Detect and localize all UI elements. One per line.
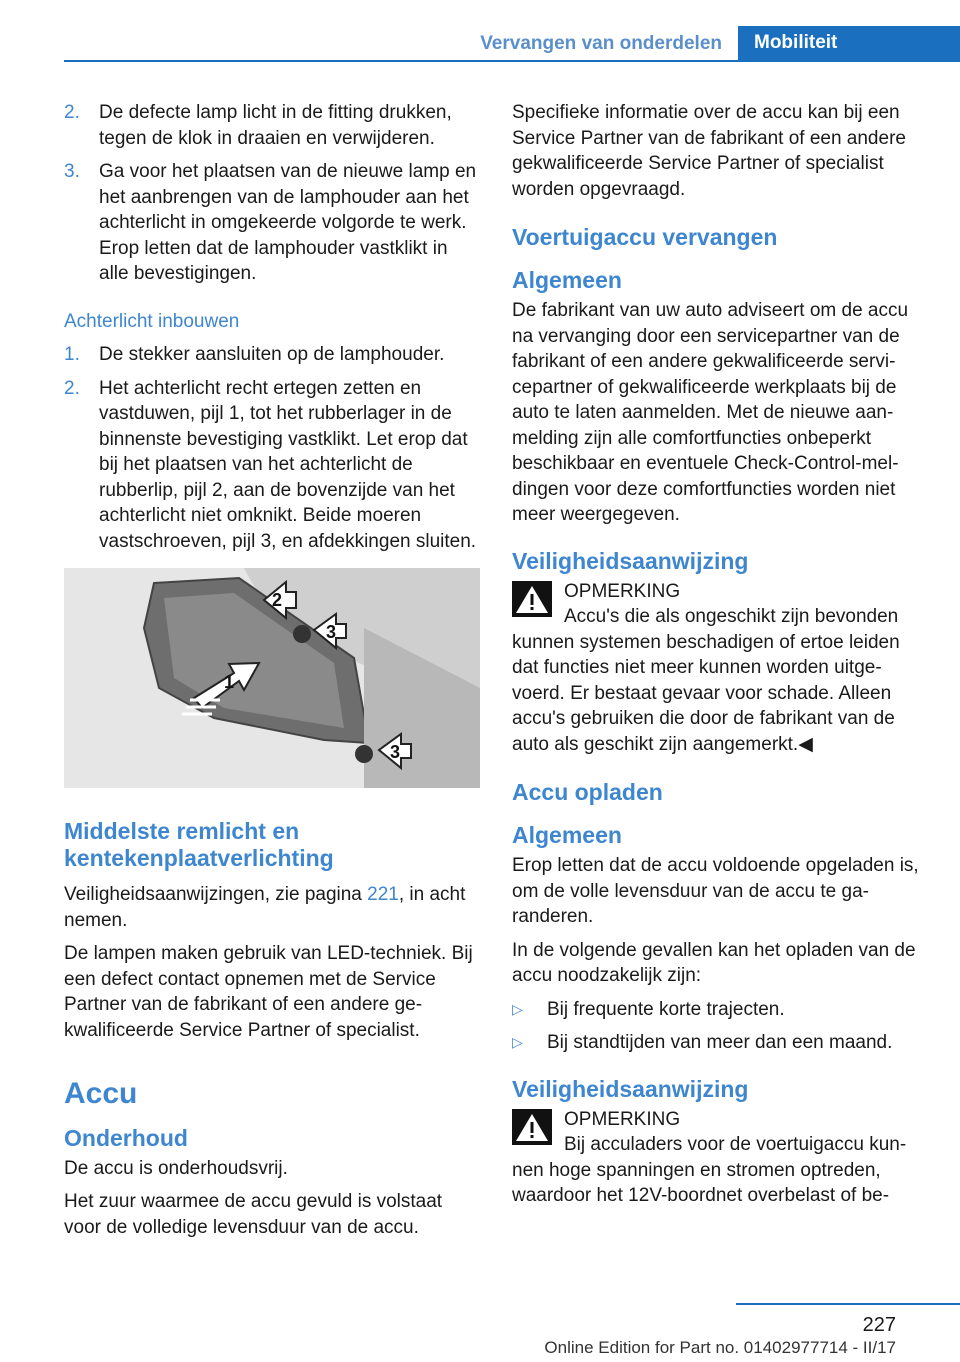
callout-label: 3 xyxy=(390,742,401,762)
warning-text-2: Bij acculaders voor de voertuigaccu kunnen hoge spanningen en stromen optreden, waardoor het 12V-boordnet overbelast of be- xyxy=(512,1134,907,1206)
warning-title-2: OPMERKING xyxy=(564,1108,681,1130)
safety-reference xyxy=(64,882,480,933)
heading-safety-2: Veiligheidsaanwijzing xyxy=(512,1075,749,1102)
list-item xyxy=(64,376,480,555)
heading-middle-brake-light: Middelste remlicht en kentekenplaatverlichting xyxy=(64,818,334,871)
warning-icon xyxy=(512,581,552,617)
step-number: 2. xyxy=(64,377,80,399)
heading-maintenance: Onderhoud xyxy=(64,1124,188,1151)
right-column xyxy=(512,100,928,1217)
heading-safety-1: Veiligheidsaanwijzing xyxy=(512,547,749,574)
bullet-marker-icon: ▷ xyxy=(512,1034,523,1050)
list-item xyxy=(512,997,928,1023)
footer-rule xyxy=(736,1303,960,1305)
header-chapter: Mobiliteit xyxy=(738,26,960,62)
callout-label: 2 xyxy=(272,590,283,610)
page-link[interactable]: 221 xyxy=(367,884,399,905)
bullet-text: Bij frequente korte trajecten. xyxy=(547,998,785,1020)
heading-general-1: Algemeen xyxy=(512,267,622,293)
warning-title-1: OPMERKING xyxy=(564,580,681,602)
tail-light-illustration xyxy=(64,568,480,788)
paragraph-led: De lampen maken gebruik van LED-techniek. Bij een defect contact opnemen met de Service Partner van de fabrikant of een andere gekwalificeerde Service Partner of specialist. xyxy=(64,943,473,1041)
left-column xyxy=(64,100,480,1248)
tail-light-figure xyxy=(64,568,480,788)
header-rule xyxy=(64,60,960,62)
step-text: Het achterlicht recht ertegen zetten en vastduwen, pijl 1, tot het rubberlager in de binnenste bevestiging vastklikt. Let erop dat bij het plaatsen van het achterlicht de rubberlip, pijl 2, aan de bovenzijde van het achterlicht niet omknikt. Beide moeren vastschroeven, pijl 3, en afdekkingen sluiten. xyxy=(99,377,477,552)
callout-label: 3 xyxy=(326,622,337,642)
warning-box-1 xyxy=(512,579,928,758)
paragraph-general-1: De fabrikant van uw auto adviseert om de accu na vervanging door een servicepartner van de fabrikant of een andere gekwalificeerde servicepartner of gekwalificeerde werkplaats bij de auto te laten aanmelden. Met de nieuwe aanmelding zijn alle comfortfuncties onbeperkt beschikbaar en eventuele Check-Control-meldingen voor deze comfortfuncties worden niet meer weergegeven. xyxy=(512,300,909,525)
step-text: De defecte lamp licht in de fitting drukken, tegen de klok in draaien en verwijderen. xyxy=(99,102,452,149)
steps-list-a xyxy=(64,100,480,287)
text: Veiligheidsaanwijzingen, zie pagina xyxy=(64,884,368,905)
callout-label: 1 xyxy=(224,672,235,692)
step-number: 3. xyxy=(64,161,80,182)
heading-replace-battery: Voertuigaccu vervangen xyxy=(512,224,778,250)
heading-general-2: Algemeen xyxy=(512,822,622,848)
bullet-list xyxy=(512,997,928,1056)
step-number: 2. xyxy=(64,102,80,123)
heading-charge-battery: Accu opladen xyxy=(512,779,663,805)
header-section: Vervangen van onderdelen xyxy=(480,33,722,54)
bullet-text: Bij standtijden van meer dan een maand. xyxy=(547,1032,893,1053)
footer-edition: Online Edition for Part no. 01402977714 - II/17 xyxy=(544,1338,896,1357)
steps-list-b xyxy=(64,342,480,554)
heading-accu: Accu xyxy=(64,1077,138,1110)
paragraph-maintenance-1: De accu is onderhoudsvrij. xyxy=(64,1157,288,1179)
paragraph-info: Specifieke informatie over de accu kan bij een Service Partner van de fabrikant of een andere gekwalificeerde Service Partner of specialist worden opgevraagd. xyxy=(512,102,906,200)
heading-install: Achterlicht inbouwen xyxy=(64,310,240,332)
paragraph-cases: In de volgende gevallen kan het opladen van de accu noodzakelijk zijn: xyxy=(512,939,916,986)
paragraph-maintenance-2: Het zuur waarmee de accu gevuld is volstaat voor de volledige levensduur van de accu. xyxy=(64,1191,443,1238)
step-text: De stekker aansluiten op de lamphouder. xyxy=(99,344,445,365)
step-text: Ga voor het plaatsen van de nieuwe lamp en het aanbrengen van de lamphouder aan het achterlicht in omgekeerde volgorde te werk. Erop letten dat de lamphouder vastklikt in alle bevestigingen. xyxy=(99,161,477,284)
step-number: 1. xyxy=(64,344,80,365)
bullet-marker-icon: ▷ xyxy=(512,1000,523,1017)
warning-icon xyxy=(512,1109,552,1145)
page-number: 227 xyxy=(862,1314,896,1336)
list-item xyxy=(512,1030,928,1056)
warning-box-2 xyxy=(512,1107,928,1209)
text: , in acht nemen. xyxy=(64,884,466,931)
list-item xyxy=(64,342,480,368)
list-item xyxy=(64,159,480,287)
paragraph-general-2: Erop letten dat de accu voldoende opgeladen is, om de volle levensduur van de accu te garanderen. xyxy=(512,855,919,927)
warning-text-1: Accu's die als ongeschikt zijn bevonden kunnen systemen beschadigen of ertoe leiden dat functies niet meer kunnen worden uitgevoerd. Er bestaat gevaar voor schade. Alleen accu's gebruiken die door de fabrikant van de auto als geschikt zijn aangemerkt.◀ xyxy=(512,606,900,755)
list-item xyxy=(64,100,480,151)
